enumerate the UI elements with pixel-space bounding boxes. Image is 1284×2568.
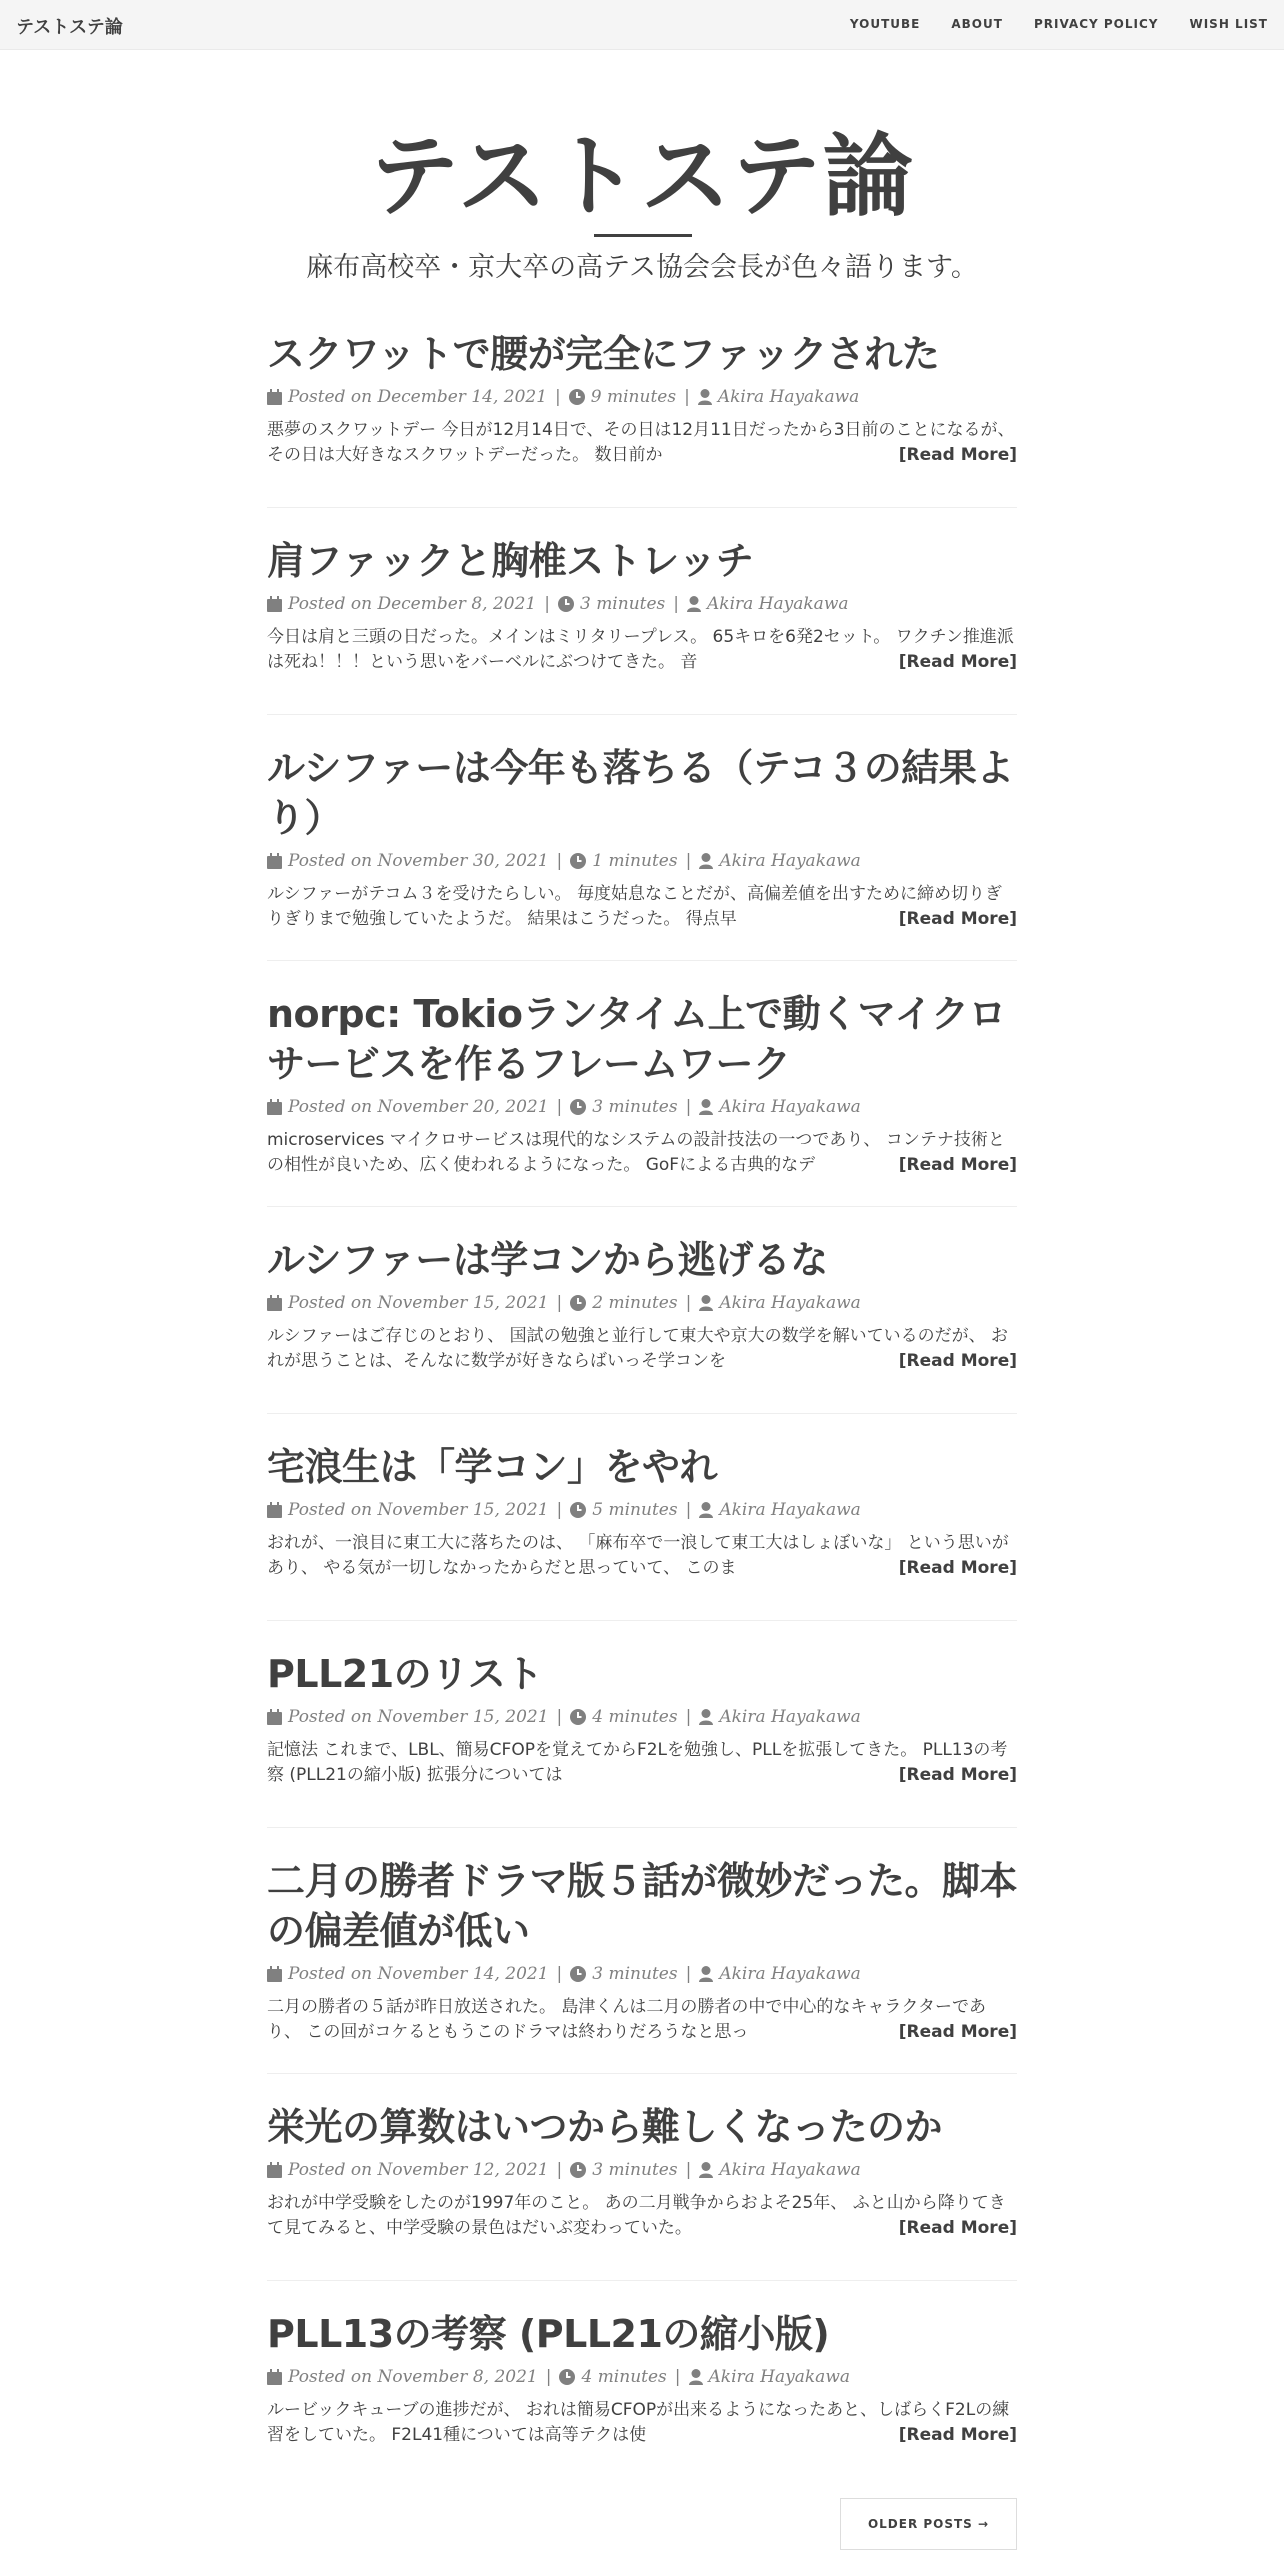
post-excerpt-text: おれが中学受験をしたのが1997年のこと。 あの二月戦争からおよそ25年、 ふと山から降りてきて見てみると、中学受験の景色はだいぶ変わっていた。 [267, 2193, 1006, 2238]
post-meta: Posted on December 8, 2021 | 3 minutes | Akira Hayakawa [267, 591, 1017, 617]
user-icon [699, 1502, 713, 1518]
calendar-icon [267, 389, 282, 405]
post-title-link[interactable]: norpc: Tokioランタイム上で動くマイクロサービスを作るフレームワーク [267, 992, 1007, 1086]
post-title-link[interactable]: 栄光の算数はいつから難しくなったのか [267, 2105, 943, 2149]
post-title-link[interactable]: PLL13の考察 (PLL21の縮小版) [267, 2312, 830, 2356]
clock-icon [570, 1099, 586, 1115]
post-excerpt [267, 1128, 1017, 1178]
post-date: Posted on December 8, 2021 [288, 594, 537, 614]
post-read-time: 4 minutes [592, 1707, 678, 1727]
clock-icon [570, 1295, 586, 1311]
post-date: Posted on November 30, 2021 [288, 851, 549, 871]
post-preview [267, 1442, 1017, 1581]
post-meta: Posted on November 30, 2021 | 1 minutes | Akira Hayakawa [267, 848, 1017, 874]
older-posts-button[interactable]: OLDER POSTS → [840, 2498, 1017, 2550]
post-divider [267, 1827, 1017, 1828]
clock-icon [569, 389, 585, 405]
post-preview [267, 1235, 1017, 1374]
post-date: Posted on November 15, 2021 [288, 1707, 549, 1727]
post-author: Akira Hayakawa [707, 594, 849, 614]
user-icon [699, 1295, 713, 1311]
user-icon [699, 2162, 713, 2178]
post-excerpt-text: おれが、一浪目に東工大に落ちたのは、 「麻布卒で一浪して東工大はしょぼいな」 という思いがあり、 やる気が一切しなかったからだと思っていて、 このま [267, 1533, 1009, 1578]
clock-icon [570, 1502, 586, 1518]
clock-icon [558, 596, 574, 612]
post-read-time: 2 minutes [592, 1293, 678, 1313]
site-title: テストステ論 [369, 124, 915, 229]
post-author: Akira Hayakawa [719, 2160, 861, 2180]
post-excerpt [267, 418, 1017, 468]
calendar-icon [267, 596, 282, 612]
post-preview [267, 536, 1017, 675]
read-more-link[interactable]: [Read More] [889, 2423, 1017, 2448]
user-icon [699, 1709, 713, 1725]
post-meta: Posted on November 12, 2021 | 3 minutes | Akira Hayakawa [267, 2157, 1017, 2183]
post-author: Akira Hayakawa [719, 1707, 861, 1727]
read-more-link[interactable]: [Read More] [889, 1153, 1017, 1178]
post-divider [267, 1620, 1017, 1621]
post-excerpt-text: ルシファーがテコム３を受けたらしい。 毎度姑息なことだが、高偏差値を出すために締め切りぎりぎりまで勉強していたようだ。 結果はこうだった。 得点早 [267, 884, 1002, 929]
post-excerpt-text: ルシファーはご存じのとおり、 国試の勉強と並行して東大や京大の数学を解いているのだが、 おれが思うことは、そんなに数学が好きならばいっそ学コンを [267, 1326, 1009, 1371]
post-meta: Posted on November 15, 2021 | 5 minutes | Akira Hayakawa [267, 1497, 1017, 1523]
post-excerpt [267, 882, 1017, 932]
calendar-icon [267, 2162, 282, 2178]
post-author: Akira Hayakawa [717, 387, 860, 407]
post-divider [267, 1413, 1017, 1414]
post-preview [267, 1649, 1017, 1788]
post-preview [267, 2309, 1017, 2448]
post-excerpt-text: ルービックキューブの進捗だが、 おれは簡易CFOPが出来るようになったあと、しばらくF2Lの練習をしていた。 F2L41種については高等テクは使 [267, 2400, 1010, 2445]
user-icon [698, 389, 712, 405]
user-icon [699, 853, 713, 869]
post-date: Posted on November 14, 2021 [288, 1964, 549, 1984]
clock-icon [570, 2162, 586, 2178]
user-icon [689, 2369, 703, 2385]
post-divider [267, 714, 1017, 715]
post-author: Akira Hayakawa [708, 2367, 851, 2387]
post-divider [267, 2073, 1017, 2074]
post-divider [267, 507, 1017, 508]
read-more-link[interactable]: [Read More] [889, 2020, 1017, 2045]
post-title-link[interactable]: ルシファーは学コンから逃げるな [267, 1238, 828, 1282]
post-preview [267, 329, 1017, 468]
post-title-link[interactable]: ルシファーは今年も落ちる（テコ３の結果より） [267, 746, 1014, 840]
post-excerpt-text: 記憶法 これまで、LBL、簡易CFOPを覚えてからF2Lを勉強し、PLLを拡張してきた。 PLL13の考察 (PLL21の縮小版) 拡張分については [267, 1740, 1008, 1785]
clock-icon [570, 1709, 586, 1725]
post-meta: Posted on December 14, 2021 | 9 minutes | Akira Hayakawa [267, 384, 1017, 410]
post-title-link[interactable]: PLL21のリスト [267, 1652, 543, 1696]
post-author: Akira Hayakawa [719, 1293, 861, 1313]
post-read-time: 1 minutes [592, 851, 678, 871]
post-excerpt [267, 1531, 1017, 1581]
post-author: Akira Hayakawa [719, 1500, 861, 1520]
post-title-link[interactable]: スクワットで腰が完全にファックされた [267, 332, 940, 376]
nav-link-youtube[interactable]: YOUTUBE [849, 17, 921, 31]
read-more-link[interactable]: [Read More] [889, 907, 1017, 932]
post-divider [267, 960, 1017, 961]
post-author: Akira Hayakawa [719, 851, 861, 871]
post-read-time: 5 minutes [592, 1500, 678, 1520]
read-more-link[interactable]: [Read More] [889, 2216, 1017, 2241]
site-subtitle: 麻布高校卒・京大卒の高テス協会会長が色々語ります。 [306, 252, 978, 283]
post-author: Akira Hayakawa [719, 1097, 861, 1117]
post-title-link[interactable]: 肩ファックと胸椎ストレッチ [267, 539, 754, 583]
post-date: Posted on November 15, 2021 [288, 1500, 549, 1520]
user-icon [699, 1966, 713, 1982]
nav-link-wish-list[interactable]: WISH LIST [1189, 17, 1268, 31]
post-date: Posted on November 8, 2021 [288, 2367, 538, 2387]
post-read-time: 3 minutes [592, 2160, 678, 2180]
post-excerpt-text: 今日は肩と三頭の日だった。メインはミリタリープレス。 65キロを6発2セット。 ワクチン推進派は死ね！！！という思いをバーベルにぶつけてきた。 音 [267, 627, 1014, 672]
calendar-icon [267, 853, 282, 869]
post-title-link[interactable]: 二月の勝者ドラマ版５話が微妙だった。脚本の偏差値が低い [267, 1859, 1018, 1953]
clock-icon [570, 853, 586, 869]
post-date: Posted on November 20, 2021 [288, 1097, 549, 1117]
calendar-icon [267, 1966, 282, 1982]
post-preview [267, 2102, 1017, 2241]
calendar-icon [267, 1709, 282, 1725]
post-meta: Posted on November 14, 2021 | 3 minutes | Akira Hayakawa [267, 1961, 1017, 1987]
title-underline [594, 234, 692, 237]
post-date: Posted on November 15, 2021 [288, 1293, 549, 1313]
post-read-time: 3 minutes [579, 594, 666, 614]
post-read-time: 3 minutes [592, 1097, 678, 1117]
post-read-time: 9 minutes [590, 387, 677, 407]
user-icon [699, 1099, 713, 1115]
post-date: Posted on November 12, 2021 [288, 2160, 549, 2180]
post-author: Akira Hayakawa [719, 1964, 861, 1984]
read-more-link[interactable]: [Read More] [889, 1763, 1017, 1788]
post-excerpt-text: 二月の勝者の５話が昨日放送された。 島津くんは二月の勝者の中で中心的なキャラクターであり、 この回がコケるともうこのドラマは終わりだろうなと思っ [267, 1997, 987, 2042]
post-meta: Posted on November 15, 2021 | 4 minutes | Akira Hayakawa [267, 1704, 1017, 1730]
post-excerpt-text: microservices マイクロサービスは現代的なシステムの設計技法の一つであり、 コンテナ技術との相性が良いため、広く使われるようになった。 GoFによる古典的なデ [267, 1130, 1005, 1175]
calendar-icon [267, 2369, 282, 2385]
post-date: Posted on December 14, 2021 [288, 387, 548, 407]
user-icon [687, 596, 701, 612]
post-read-time: 3 minutes [592, 1964, 678, 1984]
nav-link-about[interactable]: ABOUT [951, 17, 1003, 31]
post-excerpt [267, 2398, 1017, 2448]
read-more-link[interactable]: [Read More] [889, 1349, 1017, 1374]
post-preview [267, 743, 1017, 932]
post-title-link[interactable]: 宅浪生は「学コン」をやれ [267, 1445, 718, 1489]
post-divider [267, 2280, 1017, 2281]
post-preview [267, 1856, 1017, 2045]
post-read-time: 4 minutes [581, 2367, 667, 2387]
post-meta: Posted on November 15, 2021 | 2 minutes | Akira Hayakawa [267, 1290, 1017, 1316]
navbar [0, 0, 1284, 50]
clock-icon [570, 1966, 586, 1982]
nav-links [850, 17, 1268, 31]
post-excerpt-text: 悪夢のスクワットデー 今日が12月14日で、その日は12月11日だったから3日前のことになるが、 その日は大好きなスクワットデーだった。 数日前か [267, 420, 1015, 465]
post-meta: Posted on November 20, 2021 | 3 minutes | Akira Hayakawa [267, 1094, 1017, 1120]
post-excerpt [267, 2191, 1017, 2241]
post-divider [267, 1206, 1017, 1207]
post-excerpt [267, 1738, 1017, 1788]
post-excerpt [267, 1324, 1017, 1374]
nav-link-privacy-policy[interactable]: PRIVACY POLICY [1033, 17, 1159, 31]
post-meta: Posted on November 8, 2021 | 4 minutes | Akira Hayakawa [267, 2364, 1017, 2390]
read-more-link[interactable]: [Read More] [889, 650, 1017, 675]
read-more-link[interactable]: [Read More] [889, 1556, 1017, 1581]
calendar-icon [267, 1295, 282, 1311]
post-excerpt [267, 1995, 1017, 2045]
clock-icon [559, 2369, 575, 2385]
post-preview [267, 989, 1017, 1178]
post-excerpt [267, 625, 1017, 675]
read-more-link[interactable]: [Read More] [889, 443, 1017, 468]
calendar-icon [267, 1099, 282, 1115]
calendar-icon [267, 1502, 282, 1518]
site-brand-link[interactable]: テストステ論 [16, 17, 123, 38]
